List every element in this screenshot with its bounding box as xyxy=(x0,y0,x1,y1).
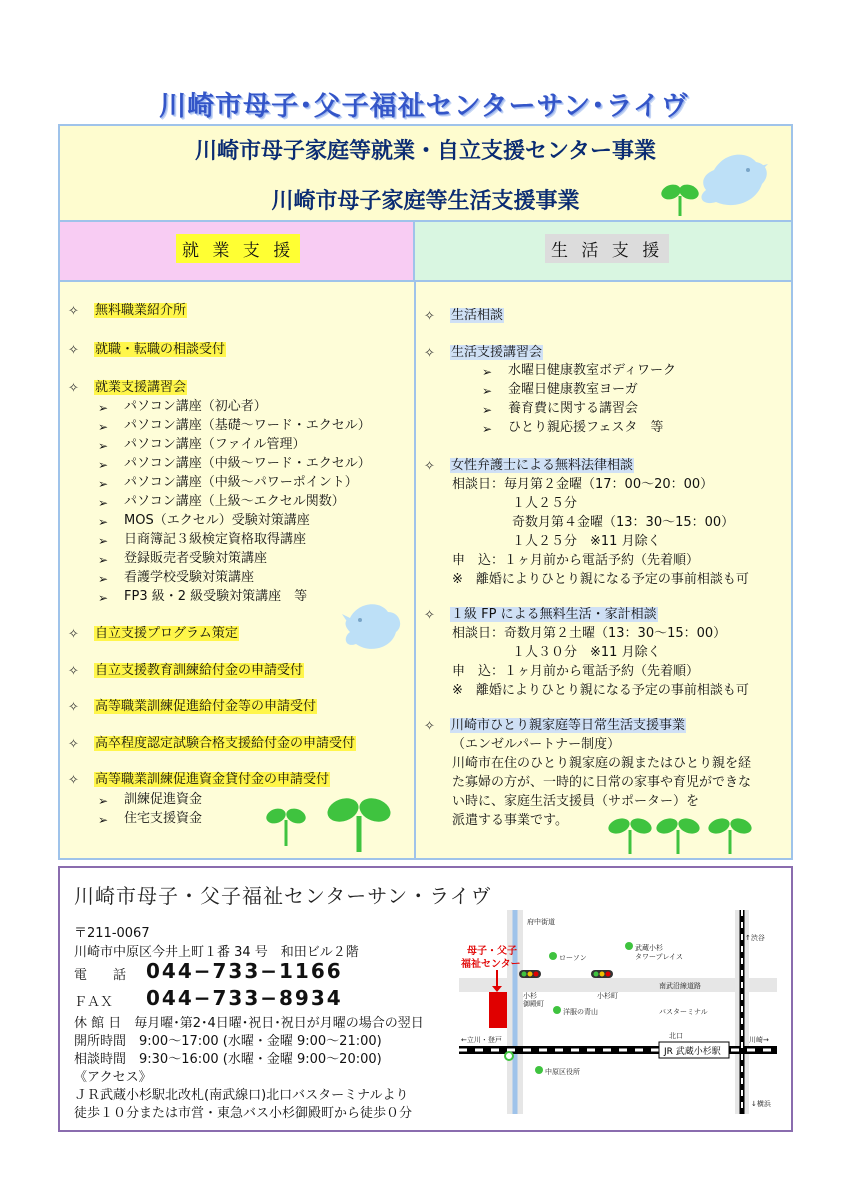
svg-text:武蔵小杉: 武蔵小杉 xyxy=(635,944,663,952)
svg-text:御殿町: 御殿町 xyxy=(523,1000,544,1008)
list-item: 高卒程度認定試験合格支援給付金の申請受付 xyxy=(95,736,356,751)
diamond-bullet-icon: ✧ xyxy=(68,627,79,642)
sprout-icon xyxy=(656,814,700,856)
info-title: 川崎市母子・父子福祉センターサン・ライヴ xyxy=(74,884,492,908)
list-sub-item: パソコン講座（中級～ワード・エクセル） xyxy=(124,456,371,471)
list-sub-item: 日商簿記３級検定資格取得講座 xyxy=(124,532,307,547)
traffic-light-icon xyxy=(591,970,613,978)
pin-icon xyxy=(549,952,557,960)
arrow-bullet-icon: ➢ xyxy=(98,534,109,548)
diamond-bullet-icon: ✧ xyxy=(68,773,79,788)
diamond-bullet-icon: ✧ xyxy=(68,737,79,752)
sprout-icon xyxy=(660,178,700,218)
svg-text:福祉センター: 福祉センター xyxy=(461,959,521,970)
diamond-bullet-icon: ✧ xyxy=(424,608,435,623)
nambu-road xyxy=(459,978,777,992)
diamond-bullet-icon: ✧ xyxy=(68,343,79,358)
svg-text:小杉: 小杉 xyxy=(523,992,537,1000)
text-line: ※ 離婚によりひとり親になる予定の事前相談も可 xyxy=(452,572,749,587)
text-line: （エンゼルパートナー制度） xyxy=(452,737,621,752)
map-station: JR 武蔵小杉駅 xyxy=(664,1047,721,1057)
fax-label: ＦＡＸ xyxy=(74,995,114,1010)
arrow-bullet-icon: ➢ xyxy=(98,591,109,605)
list-sub-item: 住宅支援資金 xyxy=(124,811,203,826)
svg-text:川崎→: 川崎→ xyxy=(749,1036,769,1044)
text-line: 相談日：奇数月第２土曜（13：30～15：00） xyxy=(452,626,727,641)
list-item: 高等職業訓練促進給付金等の申請受付 xyxy=(95,699,317,714)
access-line-2: 徒歩１０分または市営・東急バス小杉御殿町から徒歩０分 xyxy=(74,1106,413,1121)
list-item: 高等職業訓練促進資金貸付金の申請受付 xyxy=(95,772,330,787)
arrow-bullet-icon: ➢ xyxy=(98,477,109,491)
pin-icon xyxy=(553,1006,561,1014)
list-sub-item: 養育費に関する講習会 xyxy=(508,401,639,416)
list-sub-item: パソコン講座（ファイル管理） xyxy=(124,437,306,452)
svg-text:洋服の青山: 洋服の青山 xyxy=(563,1008,598,1016)
closed-days: 休 館 日 毎月曜･第2･4日曜･祝日･祝日が月曜の場合の翌日 xyxy=(74,1016,424,1031)
text-line: た寡婦の方が、一時的に日常の家事や育児ができな xyxy=(452,775,752,790)
traffic-light-icon xyxy=(519,970,541,978)
consult-hours: 相談時間 9:30～16:00 (水曜・金曜 9:00～20:00) xyxy=(74,1052,382,1067)
text-line: 奇数月第４金曜（13：30～15：00） xyxy=(512,515,735,530)
arrow-bullet-icon: ➢ xyxy=(98,458,109,472)
address: 川崎市中原区今井上町１番 34 号 和田ビル２階 xyxy=(74,945,359,960)
bird-icon xyxy=(340,598,410,658)
tel-label: 電 話 xyxy=(74,968,127,983)
svg-text:タワープレイス: タワープレイス xyxy=(635,953,683,961)
svg-text:小杉町: 小杉町 xyxy=(597,992,618,1000)
diamond-bullet-icon: ✧ xyxy=(424,459,435,474)
sprout-icon xyxy=(326,790,392,854)
list-sub-item: パソコン講座（上級～エクセル関数） xyxy=(124,494,345,509)
access-map xyxy=(459,910,777,1114)
arrow-bullet-icon: ➢ xyxy=(98,420,109,434)
life-support-heading: 生 活 支 援 xyxy=(545,234,669,263)
list-sub-item: ひとり親応援フェスタ 等 xyxy=(508,420,664,435)
text-line: 相談日：毎月第２金曜（17：00～20：00） xyxy=(452,477,714,492)
pin-icon xyxy=(505,1052,513,1060)
text-line: い時に、家庭生活支援員（サポーター）を xyxy=(452,794,700,809)
svg-text:←立川・登戸: ←立川・登戸 xyxy=(461,1036,502,1044)
list-item: 生活支援講習会 xyxy=(451,345,543,360)
open-hours: 開所時間 9:00～17:00 (水曜・金曜 9:00～21:00) xyxy=(74,1034,382,1049)
arrow-bullet-icon: ➢ xyxy=(98,813,109,827)
svg-text:中原区役所: 中原区役所 xyxy=(545,1068,580,1076)
list-item: 女性弁護士による無料法律相談 xyxy=(451,458,634,473)
svg-text:母子・父子: 母子・父子 xyxy=(467,946,517,957)
text-line: 派遣する事業です。 xyxy=(452,813,568,828)
diamond-bullet-icon: ✧ xyxy=(68,700,79,715)
list-sub-item: 看護学校受験対策講座 xyxy=(124,570,255,585)
diamond-bullet-icon: ✧ xyxy=(424,309,435,324)
arrow-bullet-icon: ➢ xyxy=(98,572,109,586)
list-item: 生活相談 xyxy=(451,308,504,323)
svg-text:ローソン: ローソン xyxy=(559,954,587,962)
svg-text:バスターミナル: バスターミナル xyxy=(659,1008,708,1016)
text-line: １人２５分 ※11 月除く xyxy=(512,534,661,549)
page-title: 川崎市母子･父子福祉センターサン･ライヴ xyxy=(159,91,689,122)
arrow-bullet-icon: ➢ xyxy=(98,553,109,567)
list-sub-item: 訓練促進資金 xyxy=(124,792,203,807)
arrow-bullet-icon: ➢ xyxy=(98,401,109,415)
list-sub-item: パソコン講座（中級～パワーポイント） xyxy=(124,475,358,490)
header-line-2: 川崎市母子家庭等生活支援事業 xyxy=(271,189,580,214)
fax-number: 044−733−8934 xyxy=(146,986,343,1010)
arrow-bullet-icon: ➢ xyxy=(98,515,109,529)
diamond-bullet-icon: ✧ xyxy=(68,304,79,319)
diamond-bullet-icon: ✧ xyxy=(424,346,435,361)
arrow-bullet-icon: ➢ xyxy=(482,384,493,398)
svg-text:↑渋谷: ↑渋谷 xyxy=(745,934,765,942)
list-sub-item: 水曜日健康教室ボディワーク xyxy=(508,363,676,378)
arrow-bullet-icon: ➢ xyxy=(482,422,493,436)
tel-number[interactable]: 044−733−1166 xyxy=(146,959,343,983)
pin-icon xyxy=(625,942,633,950)
arrow-bullet-icon: ➢ xyxy=(98,439,109,453)
diamond-bullet-icon: ✧ xyxy=(424,719,435,734)
postal-code: 〒211-0067 xyxy=(74,926,150,941)
employment-support-heading: 就 業 支 援 xyxy=(176,234,300,263)
svg-text:南武沿線道路: 南武沿線道路 xyxy=(659,982,701,990)
pin-icon xyxy=(535,1066,543,1074)
list-sub-item: パソコン講座（初心者） xyxy=(124,399,267,414)
header-line-1: 川崎市母子家庭等就業・自立支援センター事業 xyxy=(194,139,657,164)
list-item: 自立支援プログラム策定 xyxy=(95,626,238,641)
arrow-bullet-icon: ➢ xyxy=(98,794,109,808)
arrow-bullet-icon: ➢ xyxy=(482,403,493,417)
list-item: 就職・転職の相談受付 xyxy=(95,342,226,357)
center-building xyxy=(489,992,507,1028)
text-line: 申 込：１ヶ月前から電話予約（先着順） xyxy=(452,553,700,568)
svg-text:↓横浜: ↓横浜 xyxy=(751,1100,771,1108)
diamond-bullet-icon: ✧ xyxy=(68,381,79,396)
diamond-bullet-icon: ✧ xyxy=(68,664,79,679)
list-item: 川崎市ひとり親家庭等日常生活支援事業 xyxy=(451,718,686,733)
text-line: １人３０分 ※11 月除く xyxy=(512,645,661,660)
sprout-icon xyxy=(608,814,652,856)
list-sub-item: パソコン講座（基礎～ワード・エクセル） xyxy=(124,418,371,433)
svg-text:北口: 北口 xyxy=(669,1032,683,1040)
sprout-icon xyxy=(708,814,752,856)
text-line: １人２５分 xyxy=(512,496,578,511)
list-sub-item: 金曜日健康教室ヨーガ xyxy=(508,382,638,397)
access-label: 《アクセス》 xyxy=(74,1070,152,1085)
arrow-bullet-icon: ➢ xyxy=(98,496,109,510)
text-line: 申 込：１ヶ月前から電話予約（先着順） xyxy=(452,664,700,679)
list-sub-item: FP3 級・2 級受験対策講座 等 xyxy=(124,589,308,604)
sprout-icon xyxy=(266,800,306,848)
list-sub-item: MOS（エクセル）受験対策講座 xyxy=(124,513,310,528)
text-line: ※ 離婚によりひとり親になる予定の事前相談も可 xyxy=(452,683,749,698)
list-item: 無料職業紹介所 xyxy=(95,303,187,318)
arrow-bullet-icon: ➢ xyxy=(482,365,493,379)
list-sub-item: 登録販売者受験対策講座 xyxy=(124,551,268,566)
list-item: 就業支援講習会 xyxy=(95,380,187,395)
column-divider xyxy=(414,282,416,860)
list-item: １級 FP による無料生活・家計相談 xyxy=(451,607,657,622)
list-item: 自立支援教育訓練給付金の申請受付 xyxy=(95,663,304,678)
svg-text:府中街道: 府中街道 xyxy=(527,918,555,926)
access-line-1: ＪＲ武蔵小杉駅北改札(南武線口)北口バスターミナルより xyxy=(74,1088,409,1103)
text-line: 川崎市在住のひとり親家庭の親またはひとり親を経 xyxy=(452,756,752,771)
